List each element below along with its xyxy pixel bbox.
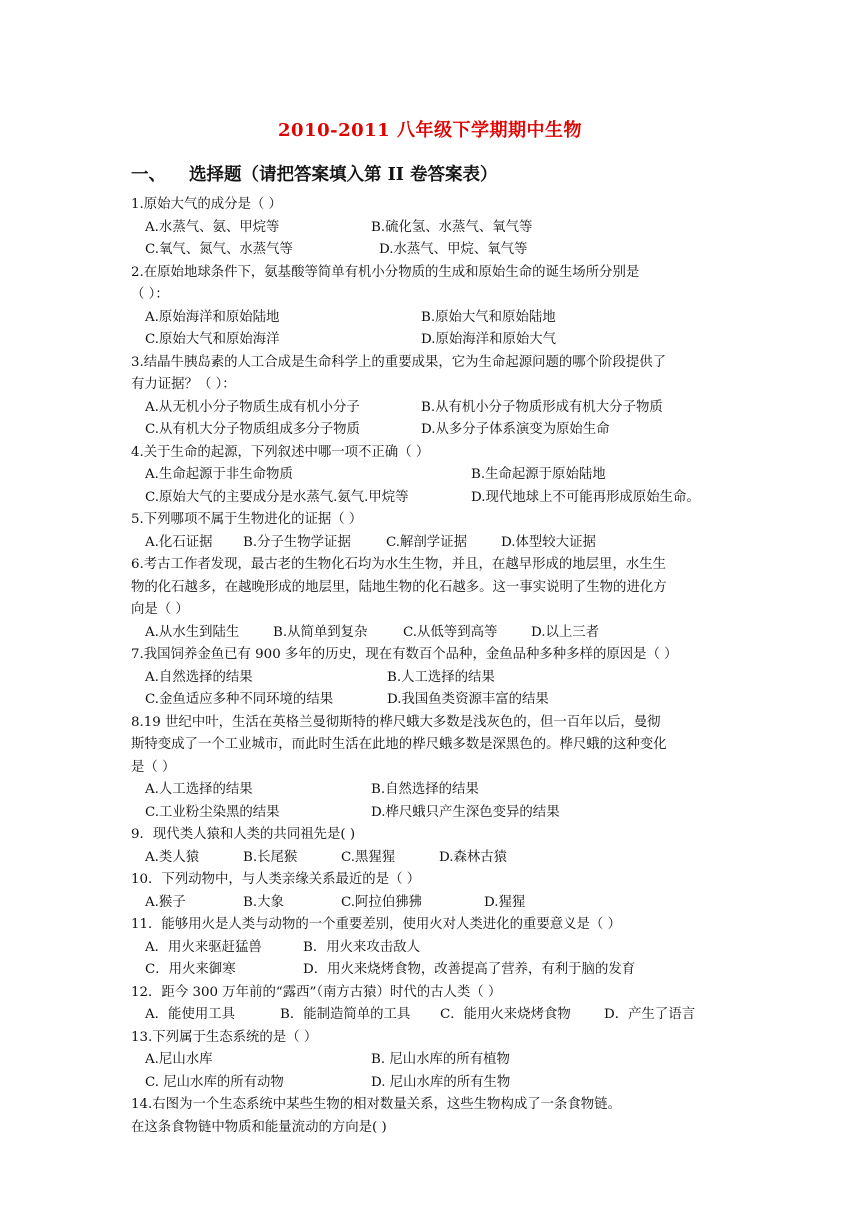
option-a: A.水蒸气、氨、甲烷等 [145, 219, 280, 235]
question-8-stem-end: 是（ ） [131, 759, 176, 775]
section-label: 选择题（请把答案填入第 II 卷答案表） [189, 165, 498, 185]
question-11-options-row2 [131, 959, 741, 982]
option-d: D．用火来烧烤食物，改善提高了营养，有利于脑的发育 [303, 962, 636, 977]
option-b: B.长尾猴 [243, 849, 298, 865]
question-13-options-row1 [131, 1049, 741, 1072]
question-4-options-row1 [131, 464, 741, 487]
option-a: A.猴子 [145, 894, 186, 910]
question-2-options-row2 [131, 329, 741, 352]
question-7-options-row1 [131, 667, 741, 690]
option-a: A.人工选择的结果 [145, 782, 253, 797]
option-b: B．用火来攻击敌人 [303, 939, 420, 955]
option-b: B．能制造简单的工具 [280, 1007, 411, 1022]
question-5-stem: 5.下列哪项不属于生物进化的证据（ ） [131, 512, 363, 527]
question-3-options-row1 [131, 397, 741, 420]
option-d: D.从多分子体系演变为原始生命 [421, 422, 610, 437]
question-14-stem: 14.右图为一个生态系统中某些生物的相对数量关系，这些生物构成了一条食物链。 [131, 1097, 621, 1112]
question-8-options-row2 [131, 802, 741, 825]
option-d: D.我国鱼类资源丰富的结果 [387, 692, 549, 707]
option-d: D. 尼山水库的所有生物 [371, 1074, 511, 1090]
option-c: C.黑猩猩 [341, 849, 396, 865]
question-8-stem-cont: 斯特变成了一个工业城市，而此时生活在此地的桦尺蛾多数是深黑色的。桦尺蛾的这种变化 [131, 737, 667, 752]
option-b: B.自然选择的结果 [371, 782, 479, 797]
option-d: D.猩猩 [484, 894, 526, 910]
option-a: A.生命起源于非生命物质 [145, 467, 293, 482]
question-2-options-row1 [131, 307, 741, 330]
option-d: D.水蒸气、甲烷、氧气等 [379, 242, 528, 257]
question-11-stem: 11．能够用火是人类与动物的一个重要差别，使用火对人类进化的重要意义是（ ） [131, 917, 621, 932]
question-1-stem: 1.原始大气的成分是（ ） [131, 197, 282, 212]
option-b: B.硫化氢、水蒸气、氧气等 [371, 219, 533, 235]
question-12-stem: 12．距今 300 万年前的“露西”（南方古猿）时代的古人类（ ） [131, 984, 502, 1000]
question-10-stem: 10．下列动物中，与人类亲缘关系最近的是（ ） [131, 872, 421, 887]
option-d: D.原始海洋和原始大气 [421, 332, 557, 347]
option-b: B.原始大气和原始陆地 [421, 309, 556, 325]
question-13-stem: 13.下列属于生态系统的是（ ） [131, 1029, 318, 1045]
option-d: D.以上三者 [531, 624, 600, 640]
question-10-options [131, 892, 741, 915]
option-d: D.森林古猿 [439, 849, 508, 865]
option-c: C.金鱼适应多种不同环境的结果 [145, 692, 334, 707]
question-9-options [131, 847, 741, 870]
question-12-options [131, 1004, 741, 1027]
option-c: C.原始大气的主要成分是水蒸气.氨气.甲烷等 [145, 489, 409, 505]
option-b: B.分子生物学证据 [243, 534, 351, 550]
option-b: B.大象 [243, 894, 284, 910]
option-c: C．能用火来烧烤食物 [440, 1007, 571, 1022]
option-b: B.从有机小分子物质形成有机大分子物质 [421, 399, 663, 415]
question-1-options-row2 [131, 239, 741, 262]
question-7-options-row2 [131, 689, 741, 712]
option-c: C. 尼山水库的所有动物 [145, 1074, 284, 1090]
question-8-stem: 8.19 世纪中叶，生活在英格兰曼彻斯特的桦尺蛾大多数是浅灰色的，但一百年以后，曼彻 [131, 714, 661, 730]
option-a: A．能使用工具 [145, 1007, 236, 1022]
option-c: C.从有机大分子物质组成多分子物质 [145, 422, 360, 437]
question-list [131, 194, 741, 1139]
option-c: C.阿拉伯狒狒 [341, 894, 422, 910]
question-11-options-row1 [131, 937, 741, 960]
question-1-options-row1 [131, 217, 741, 240]
question-6-stem-end: 向是（ ） [131, 602, 189, 617]
option-a: A.类人猿 [145, 849, 200, 865]
option-a: A．用火来驱赶猛兽 [145, 939, 262, 955]
option-b: B.人工选择的结果 [387, 669, 495, 685]
option-d: D.现代地球上不可能再形成原始生命。 [471, 489, 700, 505]
question-14-stem-cont: 在这条食物链中物质和能量流动的方向是( ) [131, 1119, 387, 1135]
question-6-stem-cont: 物的化石越多，在越晚形成的地层里，陆地生物的化石越多。这一事实说明了生物的进化方 [131, 579, 667, 595]
option-b: B.从简单到复杂 [273, 624, 368, 640]
option-c: C.工业粉尘染黑的结果 [145, 804, 280, 820]
question-5-options [131, 532, 741, 555]
option-a: A.尼山水库 [145, 1052, 213, 1067]
question-3-stem-cont: 有力证据？（ ）： [131, 377, 236, 392]
question-6-options [131, 622, 741, 645]
question-4-stem: 4.关于生命的起源，下列叙述中哪一项不正确（ ） [131, 444, 430, 460]
option-d: D.体型较大证据 [501, 534, 596, 550]
option-a: A.从无机小分子物质生成有机小分子 [145, 399, 360, 415]
option-a: A.化石证据 [145, 534, 213, 550]
option-a: A.自然选择的结果 [145, 669, 253, 685]
option-c: C.从低等到高等 [403, 624, 498, 640]
question-2-stem: 2.在原始地球条件下，氨基酸等简单有机小分物质的生成和原始生命的诞生场所分别是 [131, 264, 640, 280]
question-13-options-row2 [131, 1072, 741, 1095]
question-3-stem: 3.结晶牛胰岛素的人工合成是生命科学上的重要成果，它为生命起源问题的哪个阶段提供了 [131, 354, 667, 370]
option-d: D.桦尺蛾只产生深色变异的结果 [371, 804, 560, 820]
option-c: C.氧气、氮气、水蒸气等 [145, 242, 293, 257]
option-a: A.从水生到陆生 [145, 624, 240, 640]
option-b: B. 尼山水库的所有植物 [371, 1052, 510, 1067]
option-a: A.原始海洋和原始陆地 [145, 309, 280, 325]
option-c: C.原始大气和原始海洋 [145, 332, 280, 347]
option-c: C.解剖学证据 [386, 534, 467, 550]
question-8-options-row1 [131, 779, 741, 802]
question-3-options-row2 [131, 419, 741, 442]
page-title: 2010-2011 八年级下学期期中生物 [278, 120, 582, 141]
option-c: C．用火来御寒 [145, 962, 236, 977]
section-number: 一、 [131, 165, 166, 185]
question-7-stem: 7.我国饲养金鱼已有 900 多年的历史，现在有数百个品种，金鱼品种多种多样的原因是（ ） [131, 647, 678, 662]
section-heading [131, 161, 498, 186]
option-d: D．产生了语言 [604, 1007, 696, 1022]
question-2-stem-cont: （ ）： [131, 287, 169, 302]
question-4-options-row2 [131, 487, 741, 510]
question-9-stem: 9．现代类人猿和人类的共同祖先是( ) [131, 827, 356, 842]
question-6-stem: 6.考古工作者发现，最古老的生物化石均为水生生物，并且，在越早形成的地层里，水生生 [131, 557, 667, 572]
option-b: B.生命起源于原始陆地 [471, 467, 606, 482]
